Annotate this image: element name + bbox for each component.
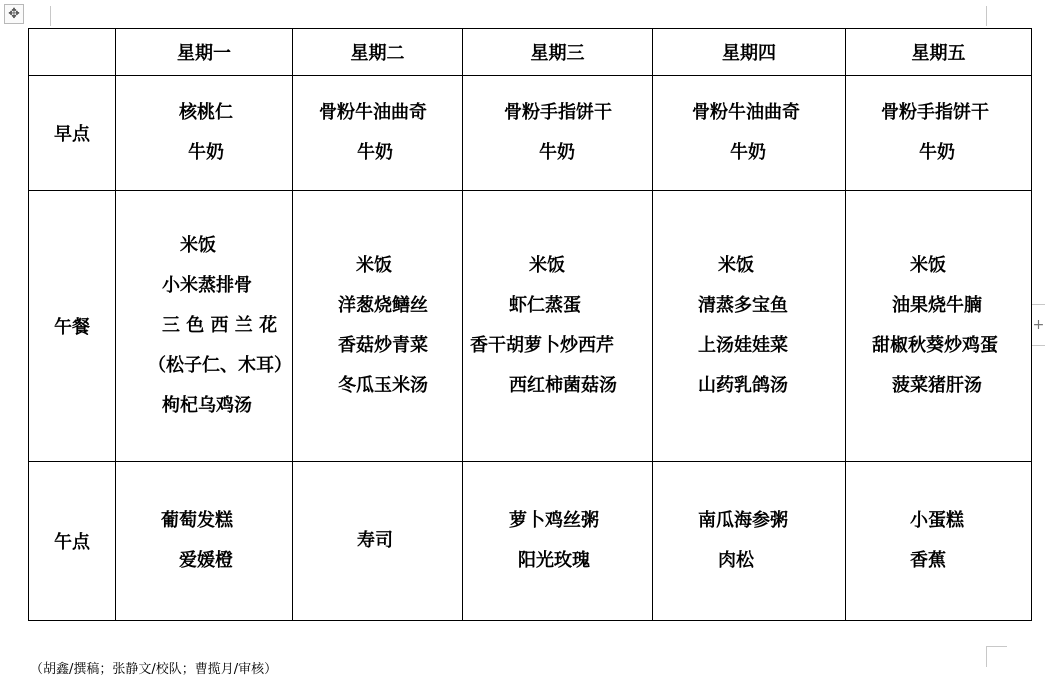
day-header[interactable]: 星期五: [846, 29, 1032, 76]
menu-item: 米饭: [356, 255, 392, 276]
menu-item: 香菇炒青菜: [338, 335, 428, 356]
menu-item: 牛奶: [357, 142, 393, 163]
menu-item: 萝卜鸡丝粥: [509, 510, 599, 531]
menu-cell[interactable]: [293, 76, 463, 191]
menu-cell[interactable]: [116, 462, 293, 621]
menu-item: 枸杞乌鸡汤: [162, 395, 252, 416]
menu-cell[interactable]: [463, 76, 653, 191]
menu-item: 小蛋糕: [910, 510, 964, 531]
menu-item: 山药乳鸽汤: [698, 375, 788, 396]
menu-item: 香干胡萝卜炒西芹: [470, 335, 614, 356]
day-header[interactable]: 星期四: [653, 29, 846, 76]
add-column-plus-icon[interactable]: +: [1031, 304, 1045, 346]
menu-item: 牛奶: [919, 142, 955, 163]
menu-item: 小米蒸排骨: [162, 275, 252, 296]
day-header[interactable]: 星期二: [293, 29, 463, 76]
row-label[interactable]: 午餐: [29, 191, 116, 462]
menu-item: 牛奶: [188, 142, 224, 163]
header-row: [29, 29, 1032, 76]
row-label[interactable]: 早点: [29, 76, 116, 191]
menu-item: 上汤娃娃菜: [698, 335, 788, 356]
menu-cell[interactable]: [463, 462, 653, 621]
menu-item: 核桃仁: [179, 102, 233, 123]
row-label[interactable]: 午点: [29, 462, 116, 621]
menu-item: 牛奶: [730, 142, 766, 163]
menu-item: 寿司: [357, 530, 393, 551]
credits-footer: （胡鑫/撰稿；张静文/校队；曹揽月/审核）: [30, 662, 278, 677]
menu-cell[interactable]: [846, 191, 1032, 462]
menu-item: 清蒸多宝鱼: [698, 295, 788, 316]
afternoon-snack-row: [29, 462, 1032, 621]
margin-corner-mark: [50, 6, 51, 26]
menu-item: 洋葱烧鳝丝: [338, 295, 428, 316]
weekly-menu-table: [28, 28, 1032, 621]
menu-item: 冬瓜玉米汤: [338, 375, 428, 396]
menu-item: 阳光玫瑰: [518, 550, 590, 571]
menu-item: 骨粉手指饼干: [881, 102, 989, 123]
menu-item: 肉松: [718, 550, 754, 571]
menu-item: 油果烧牛腩: [892, 295, 982, 316]
corner-cell[interactable]: [29, 29, 116, 76]
day-header[interactable]: 星期一: [116, 29, 293, 76]
menu-item: 虾仁蒸蛋: [509, 295, 581, 316]
menu-item: 骨粉牛油曲奇: [319, 102, 427, 123]
menu-cell[interactable]: [653, 191, 846, 462]
menu-cell[interactable]: [653, 462, 846, 621]
menu-item: 爱媛橙: [179, 550, 233, 571]
menu-item: 菠菜猪肝汤: [892, 375, 982, 396]
menu-cell[interactable]: [116, 76, 293, 191]
menu-cell[interactable]: [293, 191, 463, 462]
table-move-handle-icon[interactable]: ✥: [4, 4, 24, 24]
menu-cell[interactable]: [846, 76, 1032, 191]
menu-item: 甜椒秋葵炒鸡蛋: [872, 335, 998, 356]
lunch-row: [29, 191, 1032, 462]
menu-cell[interactable]: [463, 191, 653, 462]
menu-item: 骨粉手指饼干: [504, 102, 612, 123]
menu-item: 牛奶: [539, 142, 575, 163]
menu-item: 骨粉牛油曲奇: [692, 102, 800, 123]
menu-cell[interactable]: [846, 462, 1032, 621]
menu-item: 米饭: [529, 255, 565, 276]
menu-item: 米饭: [718, 255, 754, 276]
menu-item: 米饭: [910, 255, 946, 276]
margin-corner-mark: [986, 646, 1007, 667]
menu-item: 南瓜海参粥: [698, 510, 788, 531]
menu-cell[interactable]: [653, 76, 846, 191]
menu-item: 葡萄发糕: [161, 510, 233, 531]
menu-item: （松子仁、木耳）: [148, 355, 292, 376]
day-header[interactable]: 星期三: [463, 29, 653, 76]
menu-item: 西红柿菌菇汤: [509, 375, 617, 396]
menu-item: 香蕉: [910, 550, 946, 571]
margin-corner-mark: [986, 6, 987, 26]
menu-cell[interactable]: [293, 462, 463, 621]
menu-item: 米饭: [180, 235, 216, 256]
menu-item: 三 色 西 兰 花: [162, 315, 278, 336]
breakfast-row: [29, 76, 1032, 191]
menu-cell[interactable]: [116, 191, 293, 462]
